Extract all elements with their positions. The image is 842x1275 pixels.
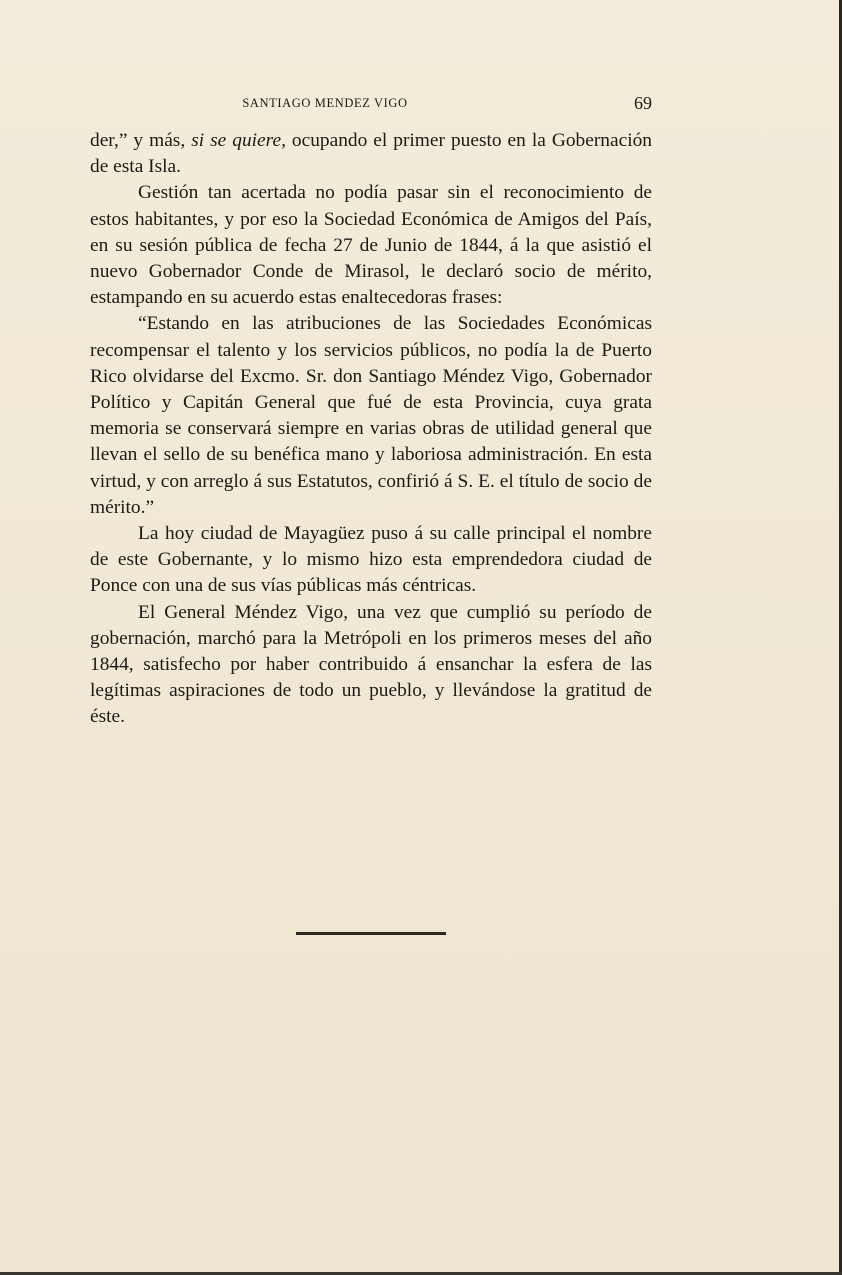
section-end-rule [296, 932, 446, 935]
quoted-paragraph: “Estando en las atribuciones de las Sociedades Económicas recompensar el talento y los servicios públicos, no podía la de Puerto Rico olvidarse del Excmo. Sr. don Santiago Méndez Vigo, Gobernador Político y Capitán General que fué de esta Provincia, cuya grata memoria se conservará siempre en varias obras de utilidad general que llevan el sello de su benéfica mano y laboriosa administración. En esta virtud, y con arreglo á sus Estatutos, confirió á S. E. el título de socio de mérito.” [90, 313, 652, 518]
paragraph-continuation [90, 128, 652, 180]
paragraph: Gestión tan acertada no podía pasar sin el reconocimiento de estos habitantes, y por eso la Sociedad Económica de Amigos del País, en su sesión pública de fecha 27 de Junio de 1844, á la que asistió el nuevo Gobernador Conde de Mirasol, le declaró socio de mérito, estampando en su acuerdo estas enaltecedoras frases: [90, 182, 652, 309]
paragraph-1-italic-phrase: si se quiere, [191, 130, 286, 151]
body-text [90, 128, 652, 731]
page-number: 69 [634, 93, 652, 113]
running-title: SANTIAGO MENDEZ VIGO [242, 96, 408, 110]
paragraph-1-start: der,” y más, [90, 130, 192, 151]
paragraph-1-end: ocupando el primer puesto en la Gobernación de esta Isla. [90, 130, 652, 178]
paragraph: La hoy ciudad de Mayagüez puso á su calle principal el nombre de este Gobernante, y lo mismo hizo esta emprendedora ciudad de Ponce con una de sus vías públicas más céntricas. [90, 523, 652, 597]
running-header [90, 93, 652, 113]
paragraph: El General Méndez Vigo, una vez que cumplió su período de gobernación, marchó para la Metrópoli en los primeros meses del año 1844, satisfecho por haber contribuido á ensanchar la esfera de las legítimas aspiraciones de todo un pueblo, y llevándose la gratitud de éste. [90, 601, 652, 728]
